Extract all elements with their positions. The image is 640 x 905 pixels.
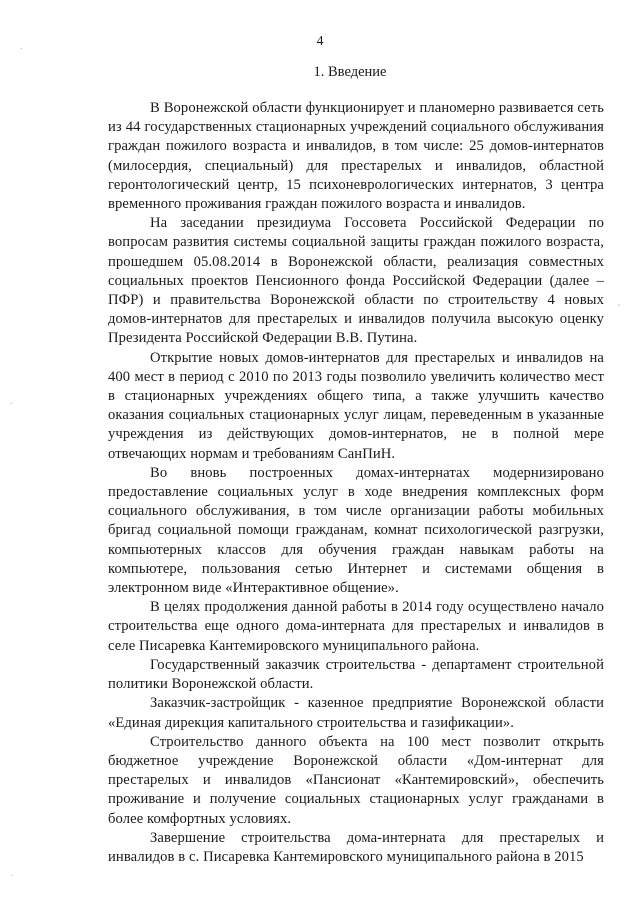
paragraph-state-customer: Государственный заказчик строительства - департамент строительной политики Воронежской области. (108, 656, 604, 693)
scan-speck: · (10, 870, 14, 882)
scan-speck: . (10, 395, 13, 407)
section-heading: 1. Введение (313, 64, 387, 80)
paragraph-network: В Воронежской области функционирует и планомерно развивается сеть из 44 государственных стационарных учреждений социального обслуживания граждан пожилого возраста и инвалидов, в том числе: 25 домов-интернатов (милосердия, специальный) для престарелых и инвалидов, областной геронтологический центр, 15 психоневрологических интернатов, 3 центра временного проживания граждан пожилого возраста и инвалидов. (108, 100, 604, 213)
paragraph-modernization: Во вновь построенных домах-интернатах модернизировано предоставление социальных услуг в ходе внедрения комплексных форм социального обслуживания, в том числе организации работы мобильных бригад социальной помощи гражданам, комнат психологической разгрузки, компьютерных классов для обучения граждан навыкам работы на компьютере, пользования сетью Интернет и системами общения в электронном виде «Интерактивное общение». (108, 464, 604, 597)
paragraph-construction: Строительство данного объекта на 100 мест позволит открыть бюджетное учреждение Воронежской области «Дом-интернат для престарелых и инвалидов «Пансионат «Кантемировский», обеспечить проживание и получение социальных стационарных услуг гражданами в более комфортных условиях. (108, 733, 604, 827)
paragraph-gossovet: На заседании президиума Госсовета Российской Федерации по вопросам развития системы социальной защиты граждан пожилого возраста, прошедшем 05.08.2014 в Воронежской области, реализация совместных социальных проектов Пенсионного фонда Российской Федерации (далее – ПФР) и правительства Воронежской области по строительству 4 новых домов-интернатов для престарелых и инвалидов получила высокую оценку Президента Российской Федерации В.В. Путина. (108, 215, 604, 347)
paragraph-developer: Заказчик-застройщик - казенное предприятие Воронежской области «Единая дирекция капитального строительства и газификации». (108, 695, 604, 731)
scan-speck: ' (618, 302, 620, 314)
paragraph-completion: Завершение строительства дома-интерната для престарелых и инвалидов в с. Писаревка Кантемировского муниципального района в 2015 (108, 829, 604, 865)
page-number: 4 (316, 34, 324, 49)
paragraph-continuation: В целях продолжения данной работы в 2014 году осуществлено начало строительства еще одного дома-интерната для престарелых и инвалидов в селе Писаревка Кантемировского муниципального района. (108, 599, 604, 654)
paragraph-new-homes: Открытие новых домов-интернатов для престарелых и инвалидов на 400 мест в период с 2010 по 2013 годы позволило увеличить количество мест в стационарных учреждениях общего типа, а также улучшить качество оказания социальных стационарных услуг лицам, переведенным в указанные учреждения из действующих домов-интернатов, не в полной мере отвечающих нормам и требованиям СанПиН. (108, 349, 604, 462)
body-text (108, 99, 604, 867)
scan-speck: . (20, 40, 23, 52)
